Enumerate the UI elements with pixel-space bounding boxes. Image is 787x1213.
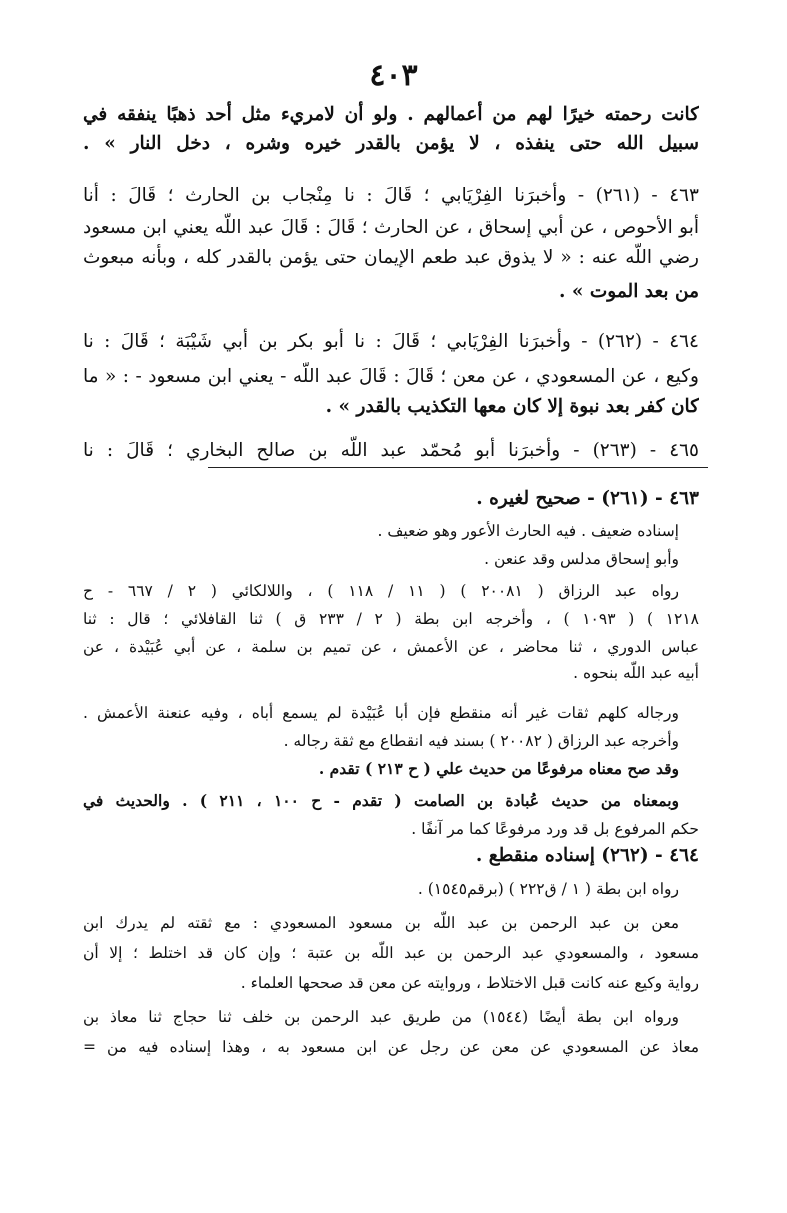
footnote-divider [208,467,708,468]
note-464-grade: ٤٦٤ - (٢٦٢) إسناده منقطع . [475,845,699,866]
hadith-463-heading: ٤٦٣ - (٢٦١) - وأخبرَنا الفِرْيَابي ؛ قَالَ : نا مِنْجاب بن الحارث ؛ قَالَ : أنا [83,185,699,206]
note-line: عباس الدوري ، ثنا محاضر ، عن الأعمش ، عن تميم بن سلمة ، عن أبي عُبَيْدة ، عن [83,638,699,656]
note-line: إسناده ضعيف . فيه الحارث الأعور وهو ضعيف . [377,522,679,540]
main-line: وكيع ، عن المسعودي ، عن معن ؛ قَالَ : قَالَ عبد اللّه - يعني ابن مسعود - : « ما [83,366,699,387]
main-line: كانت رحمته خيرًا لهم من أعمالهم . ولو أن لامريء مثل أحد ذهبًا ينفقه في [83,104,699,125]
main-line: سبيل الله حتى ينفذه ، لا يؤمن بالقدر خيره وشره ، دخل النار » . [83,133,699,154]
note-line: معن بن عبد الرحمن بن عبد اللّه بن مسعود المسعودي : مع ثقته لم يدرك ابن [83,914,679,932]
note-line: وبمعناه من حديث عُبادة بن الصامت ( تقدم - ح ١٠٠ ، ٢١١ ) . والحديث في [83,791,679,810]
note-line: رواه ابن بطة ( ١ / ق٢٢٢ ) (برقم١٥٤٥) . [417,880,679,898]
main-line: رضي اللّه عنه : « لا يذوق عبد طعم الإيمان حتى يؤمن بالقدر كله ، وبأنه مبعوث [83,247,699,268]
page-number: ٤٠٣ [369,58,418,93]
note-line: ورواه ابن بطة أيضًا (١٥٤٤) من طريق عبد الرحمن بن خلف ثنا حجاج ثنا معاذ بن [83,1008,679,1026]
note-line: وأخرجه عبد الرزاق ( ٢٠٠٨٢ ) بسند فيه انقطاع مع ثقة رجاله . [283,732,679,750]
note-line: رواه عبد الرزاق ( ٢٠٠٨١ ) ( ١١ / ١١٨ ) ، واللالكائي ( ٢ / ٦٦٧ - ح [83,582,679,600]
note-463-grade: ٤٦٣ - (٢٦١) - صحيح لغيره . [476,488,699,509]
hadith-465-heading: ٤٦٥ - (٢٦٣) - وأخبرَنا أبو مُحمّد عبد اللّه بن صالح البخاري ؛ قَالَ : نا [83,440,699,461]
hadith-464-heading: ٤٦٤ - (٢٦٢) - وأخبرَنا الفِرْيَابي ؛ قَالَ : نا أبو بكر بن أبي شَيْبَة ؛ قَالَ : نا [83,331,699,352]
note-line: ١٢١٨ ) ( ١٠٩٣ ) ، وأخرجه ابن بطة ( ٢ / ٢٣٣ ق ) ثنا القافلائي ؛ قال : ثنا [83,610,699,628]
note-line: ورجاله كلهم ثقات غير أنه منقطع فإن أبا عُبَيْدة لم يسمع أباه ، وفيه عنعنة الأعمش . [83,704,679,722]
note-line: وأبو إسحاق مدلس وقد عنعن . [484,550,679,568]
main-line: من بعد الموت » . [559,281,699,302]
note-line: وقد صح معناه مرفوعًا من حديث علي ( ح ٢١٣ ) تقدم . [318,759,679,778]
main-line: كان كفر بعد نبوة إلا كان معها التكذيب بالقدر » . [325,396,699,417]
note-line: أبيه عبد اللّه بنحوه . [573,664,699,682]
note-line: مسعود ، والمسعودي عبد الرحمن بن عبد اللّه بن عتبة ؛ وإن كان قد اختلط ؛ إلا أن [83,944,699,962]
note-line: رواية وكيع عنه كانت قبل الاختلاط ، وروايته عن معن قد صححها العلماء . [240,974,699,992]
main-line: أبو الأحوص ، عن أبي إسحاق ، عن الحارث ؛ قَالَ : قَالَ عبد اللّه يعني ابن مسعود [83,217,699,238]
note-line: حكم المرفوع بل قد ورد مرفوعًا كما مر آنفًا . [411,820,699,838]
note-line: معاذ عن المسعودي عن معن عن رجل عن ابن مسعود به ، وهذا إسناده فيه من = [83,1038,699,1056]
